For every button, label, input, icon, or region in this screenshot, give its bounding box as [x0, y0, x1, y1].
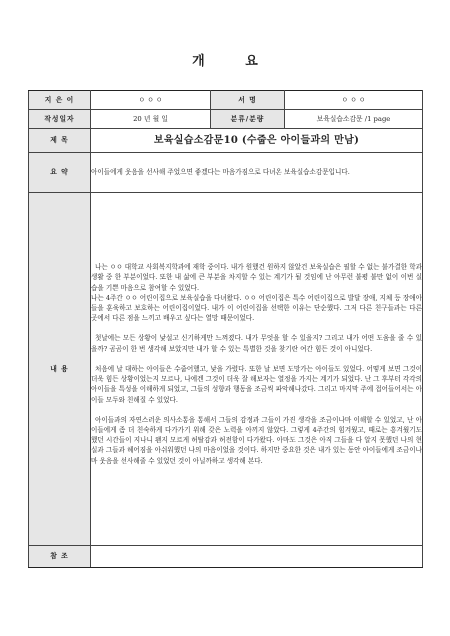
content-row — [29, 193, 423, 546]
date-label: 작성일자 — [29, 110, 91, 129]
date-row — [29, 110, 423, 129]
reference-row — [29, 546, 423, 568]
author-value: ㅇ ㅇ ㅇ — [91, 91, 211, 110]
summary-value: 아이들에게 웃음을 선사해 주었으면 좋겠다는 마음가짐으로 다녀온 보육실습소감문입니다. — [91, 153, 423, 193]
summary-label: 요 약 — [29, 153, 91, 193]
subject-value: 보육실습소감문10 (수줍은 아이들과의 만남) — [91, 129, 423, 153]
category-label: 분류/분량 — [211, 110, 285, 129]
content-paragraph: 아이들과의 자연스러운 의사소통을 통해서 그들의 감정과 그들이 가진 생각을 조금이나마 이해할 수 있었고, 난 아이들에게 좀 더 친숙하게 다가가기 위해 갖은 노력을 아끼지 않았다. 그렇게 4주간의 힘겨웠고, 때로는 흥겨웠기도 했던 시간들이 지나니 왠지 모르게 허탈감과 허전함이 다가왔다. 아마도 그것은 아직 그들을 다 알지 못했던 나의 현실과 그들과 헤어짐을 아쉬워했던 나의 마음이었을 것이다. 하지만 중요한 것은 내가 있는 동안 아이들에게 조금이나마 웃음을 선사해줄 수 있었던 것이 아닐까하고 생각해 본다. — [91, 415, 422, 465]
reference-label: 참 조 — [29, 546, 91, 568]
category-value: 보육실습소감문 /1 page — [285, 110, 423, 129]
date-value: 20 년 월 일 — [91, 110, 211, 129]
content-label: 내 용 — [29, 193, 91, 546]
overview-form-table — [28, 90, 423, 568]
content-paragraph: 나는 ㅇㅇ 대학교 사회복지학과에 재학 중이다. 내가 원했건 원하지 않았건 보육실습은 필할 수 없는 불가결한 학과 생활 중 한 부분이었다. 또한 내 삶에 큰 부분을 차지할 수 있는 계기가 될 것임에 난 아무런 불평 불만 없이 이번 실습을 기쁜 마음으로 참여할 수 있었다. 나는 4주간 ㅇㅇ 어린이집으로 보육실습을 다녀왔다. ㅇㅇ 어린이집은 특수 어린이집으로 발달 장애, 지체 등 장애아들을 훈육하고 보호하는 어린이집이었다. 내가 이 어린이집을 선택한 이유는 단순했다. 그저 다른 친구들과는 다른 곳에서 다른 점을 느끼고 배우고 싶다는 열망 때문이었다. — [91, 263, 422, 323]
signature-value: ㅇ ㅇ ㅇ — [285, 91, 423, 110]
subject-row — [29, 129, 423, 153]
document-title: 개 요 — [192, 54, 276, 69]
content-paragraph: 처음에 날 대하는 아이들은 수줍어했고, 낯을 가렸다. 또한 날 보면 도망가는 아이들도 있었다. 어떻게 보면 그것이 더욱 힘든 상황이었는지 모르나, 나에겐 그것이 더욱 잘 해보자는 열정을 가지는 계기가 되었다. 난 그 후부터 각각의 아이들을 특성을 이해하게 되었고, 그들의 성향과 행동을 조금씩 파악해나갔다. 그리고 마지막 주에 접어들어서는 아이들 모두와 친해질 수 있었다. — [91, 364, 422, 404]
author-label: 지 은 이 — [29, 91, 91, 110]
author-row — [29, 91, 423, 110]
content-paragraph: 첫날에는 모든 상황이 낯설고 신기하게만 느껴졌다. 내가 무엇을 할 수 있을지? 그리고 내가 어떤 도움을 줄 수 있을까? 곰곰이 한 번 생각해 보았지만 내가 할 수 있는 특별한 것을 찾기란 여간 힘든 것이 아니었다. — [91, 334, 422, 353]
summary-row — [29, 153, 423, 193]
signature-label: 서 명 — [211, 91, 285, 110]
subject-label: 제 목 — [29, 129, 91, 153]
content-body — [91, 193, 423, 546]
reference-value — [91, 546, 423, 568]
